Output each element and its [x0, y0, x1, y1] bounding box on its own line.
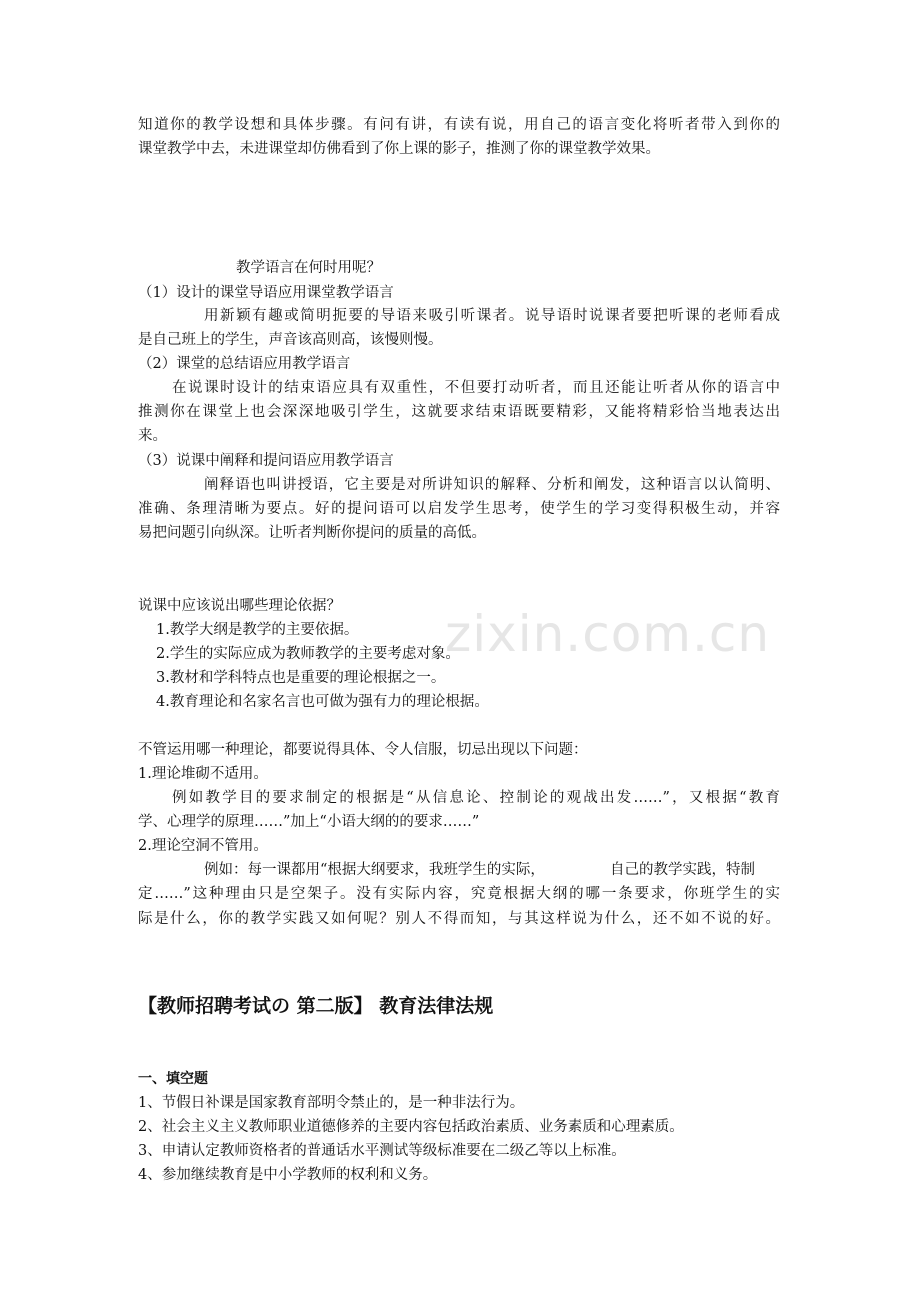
theory-item-1: 1.教学大纲是教学的主要依据。 — [156, 622, 359, 638]
watermark: zixin.com.cn — [445, 605, 771, 663]
problem-1-title: 1.理论堆砌不适用。 — [138, 766, 268, 782]
law-item-4: 4、参加继续教育是中小学教师的权利和义务。 — [138, 1167, 438, 1183]
problem-2-line-3: 际是什么，你的教学实践又如何呢？别人不得而知，与其这样说为什么，还不如不说的好。 — [138, 911, 780, 927]
problems-intro: 不管运用哪一种理论，都要说得具体、令人信服，切忌出现以下问题： — [138, 742, 588, 758]
language-question: 教学语言在何时用呢？ — [236, 260, 381, 276]
language-item-2-line-2: 推测你在课堂上也会深深地吸引学生，这就要求结束语既要精彩，又能将精彩恰当地表达出 — [138, 404, 780, 420]
theory-item-2: 2.学生的实际应成为教师教学的主要考虑对象。 — [156, 646, 460, 662]
language-item-3-title: （3）说课中阐释和提问语应用教学语言 — [138, 453, 394, 469]
law-item-3: 3、申请认定教师资格者的普通话水平测试等级标准要在二级乙等以上标准。 — [138, 1143, 626, 1159]
language-item-1-title: （1）设计的课堂导语应用课堂教学语言 — [138, 285, 394, 301]
intro-line-2: 课堂教学中去，未进课堂却仿佛看到了你上课的影子，推测了你的课堂教学效果。 — [138, 141, 660, 157]
law-item-1: 1、节假日补课是国家教育部明令禁止的，是一种非法行为。 — [138, 1095, 525, 1111]
law-heading: 【教师招聘考试の 第二版】 教育法律法规 — [138, 995, 494, 1017]
theory-item-3: 3.教材和学科特点也是重要的理论根据之一。 — [156, 670, 446, 686]
problem-1-line-2: 学、心理学的原理……”加上“小语大纲的的要求……” — [138, 814, 480, 830]
problem-2-title: 2.理论空洞不管用。 — [138, 838, 268, 854]
language-item-3-line-2: 准确、条理清晰为要点。好的提问语可以启发学生思考，使学生的学习变得积极生动，并容 — [138, 501, 780, 517]
problem-2-line-1a: 例如：每一课都用“根据大纲要求，我班学生的实际， — [204, 862, 545, 878]
language-item-3-line-3: 易把问题引向纵深。让听者判断你提问的质量的高低。 — [138, 525, 486, 541]
language-item-2-line-3: 来。 — [138, 428, 167, 444]
problem-1-line-1: 例如教学目的要求制定的根据是“从信息论、控制论的观战出发……”，又根据“教育 — [172, 790, 780, 806]
problem-2-line-1b: 自己的教学实践，特制 — [610, 862, 755, 878]
language-item-3-line-1: 阐释语也叫讲授语，它主要是对所讲知识的解释、分析和阐发，这种语言以认简明、 — [204, 477, 780, 493]
language-item-2-title: （2）课堂的总结语应用教学语言 — [138, 356, 351, 372]
language-item-1-line-2: 是自己班上的学生，声音该高则高，该慢则慢。 — [138, 332, 443, 348]
intro-line-1: 知道你的教学设想和具体步骤。有问有讲，有读有说，用自己的语言变化将听者带入到你的 — [138, 117, 780, 133]
problem-2-line-2: 定……”这种理由只是空架子。没有实际内容，究竟根据大纲的哪一条要求，你班学生的实 — [138, 886, 780, 902]
language-item-1-line-1: 用新颖有趣或简明扼要的导语来吸引听课者。说导语时说课者要把听课的老师看成 — [204, 308, 780, 324]
law-subheading: 一、填空题 — [138, 1071, 208, 1087]
law-item-2: 2、社会主义主义教师职业道德修养的主要内容包括政治素质、业务素质和心理素质。 — [138, 1119, 684, 1135]
language-item-2-line-1: 在说课时设计的结束语应具有双重性，不但要打动听者，而且还能让听者从你的语言中 — [172, 380, 780, 396]
theory-item-4: 4.教育理论和名家名言也可做为强有力的理论根据。 — [156, 694, 489, 710]
theory-question: 说课中应该说出哪些理论依据？ — [138, 598, 341, 614]
